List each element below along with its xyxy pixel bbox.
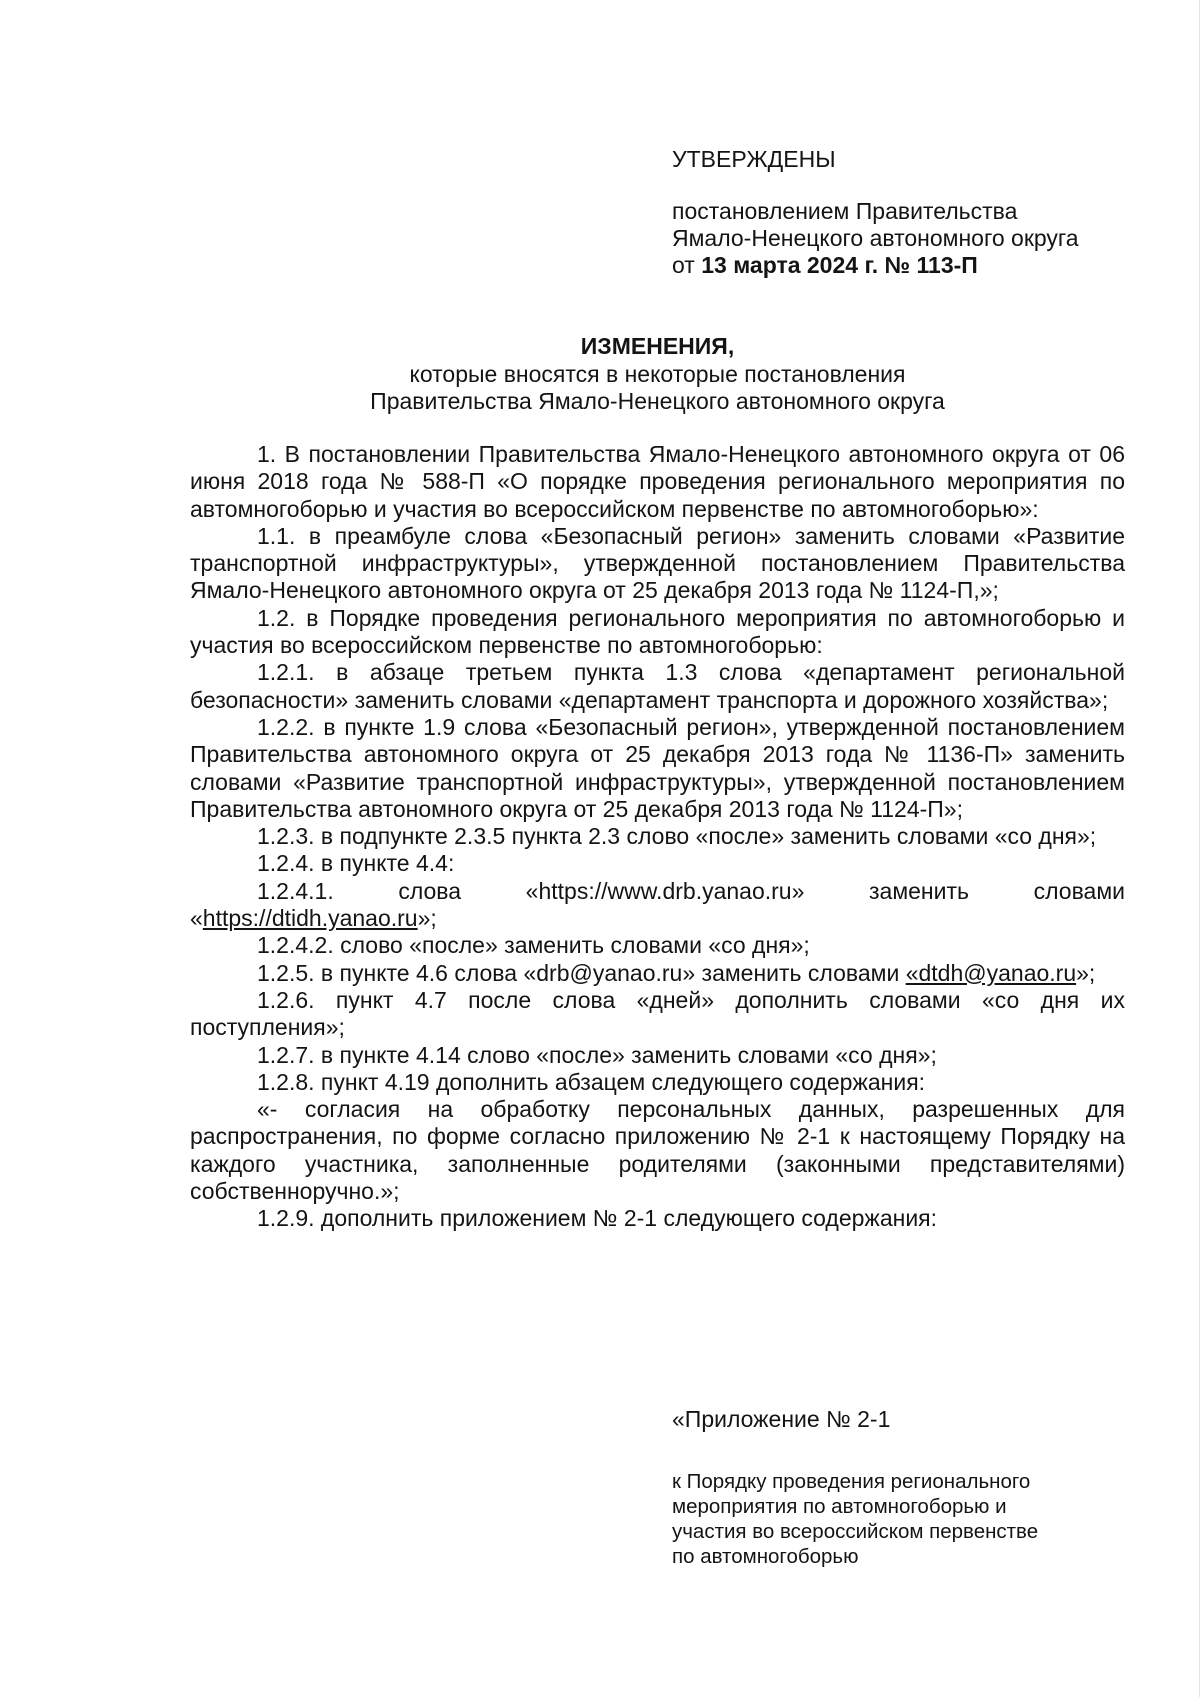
- appendix-line-2: мероприятия по автомногоборью и: [672, 1495, 1007, 1518]
- paragraph-1-2-2: 1.2.2. в пункте 1.9 слова «Безопасный регион», утвержденной постановлением Правительства автономного округа от 25 декабря 2013 года № 1136-П» заменить словами «Развитие транспортной инфраструктуры», утвержденной постановлением Правительства автономного округа от 25 декабря 2013 года № 1124-П»;: [190, 713, 1125, 822]
- paragraph-1-2-8-quote: «- согласия на обработку персональных данных, разрешенных для распространения, по форме согласно приложению № 2-1 к настоящему Порядку на каждого участника, заполненные родителями (законными представителями) собственноручно.»;: [190, 1096, 1125, 1205]
- document-subtitle-2: Правительства Ямало-Ненецкого автономного округа: [370, 388, 945, 414]
- paragraph-1-2-5-end: »;: [1076, 959, 1096, 986]
- paragraph-1-2-4-1-text: 1.2.4.1. слова «https://www.drb.yanao.ru» заменить словами «: [190, 877, 1125, 932]
- paragraph-1-2-4: 1.2.4. в пункте 4.4:: [257, 850, 455, 877]
- approval-prefix: от: [672, 252, 702, 278]
- paragraph-1-2-8: 1.2.8. пункт 4.19 дополнить абзацем следующего содержания:: [257, 1068, 926, 1095]
- appendix-line-4: по автомногоборью: [672, 1545, 859, 1568]
- approval-block: [672, 146, 1079, 279]
- appendix-line-1: к Порядку проведения регионального: [672, 1470, 1031, 1493]
- appendix-line-3: участия во всероссийском первенстве: [672, 1520, 1039, 1543]
- approval-line-2: Ямало-Ненецкого автономного округа: [672, 225, 1079, 251]
- approval-heading: УТВЕРЖДЕНЫ: [672, 146, 836, 172]
- paragraph-1-2-3: 1.2.3. в подпункте 2.3.5 пункта 2.3 слово «после» заменить словами «со дня»;: [257, 823, 1097, 850]
- dtdh-email-link[interactable]: «dtdh@yanao.ru: [905, 959, 1077, 986]
- paragraph-1-2-4-1: [190, 878, 1125, 933]
- paragraph-1-2-1: 1.2.1. в абзаце третьем пункта 1.3 слова «департамент региональной безопасности» заменить словами «департамент транспорта и дорожного хозяйства»;: [190, 659, 1125, 713]
- paragraph-1-1: 1.1. в преамбуле слова «Безопасный регион» заменить словами «Развитие транспортной инфраструктуры», утвержденной постановлением Правительства Ямало-Ненецкого автономного округа от 25 декабря 2013 года № 1124-П,»;: [190, 522, 1125, 604]
- paragraph-1-2: 1.2. в Порядке проведения регионального мероприятия по автомногоборью и участия во всероссийском первенстве по автомногоборью:: [190, 604, 1125, 659]
- approval-line-1: постановлением Правительства: [672, 198, 1018, 224]
- paragraph-1-2-5-text: 1.2.5. в пункте 4.6 слова «drb@yanao.ru» заменить словами: [257, 959, 906, 986]
- document-title: ИЗМЕНЕНИЯ,: [580, 333, 735, 359]
- document-title-block: [190, 333, 1125, 415]
- paragraph-1-2-4-2: 1.2.4.2. слово «после» заменить словами «со дня»;: [257, 932, 810, 959]
- paragraph-1-2-5: [190, 960, 1125, 987]
- appendix-header: [672, 1406, 1038, 1569]
- paragraph-1-2-9: 1.2.9. дополнить приложением № 2-1 следующего содержания:: [257, 1205, 938, 1232]
- paragraph-1-2-6: 1.2.6. пункт 4.7 после слова «дней» дополнить словами «со дня их поступления»;: [190, 986, 1125, 1041]
- paragraph-1-2-7: 1.2.7. в пункте 4.14 слово «после» заменить словами «со дня»;: [257, 1041, 937, 1068]
- appendix-title: «Приложение № 2-1: [672, 1406, 891, 1432]
- approval-date-number: 13 марта 2024 г. № 113-П: [701, 252, 978, 278]
- dtidh-link[interactable]: https://dtidh.yanao.ru: [202, 905, 418, 932]
- paragraph-1: 1. В постановлении Правительства Ямало-Ненецкого автономного округа от 06 июня 2018 года № 588-П «О порядке проведения регионального мероприятия по автомногоборью и участия во всероссийском первенстве по автомногоборью»:: [190, 441, 1125, 522]
- document-subtitle-1: которые вносятся в некоторые постановления: [409, 361, 906, 387]
- approval-line-3: [672, 252, 1079, 279]
- paragraph-1-2-4-1-end: »;: [417, 905, 437, 932]
- document-body: [190, 441, 1125, 1233]
